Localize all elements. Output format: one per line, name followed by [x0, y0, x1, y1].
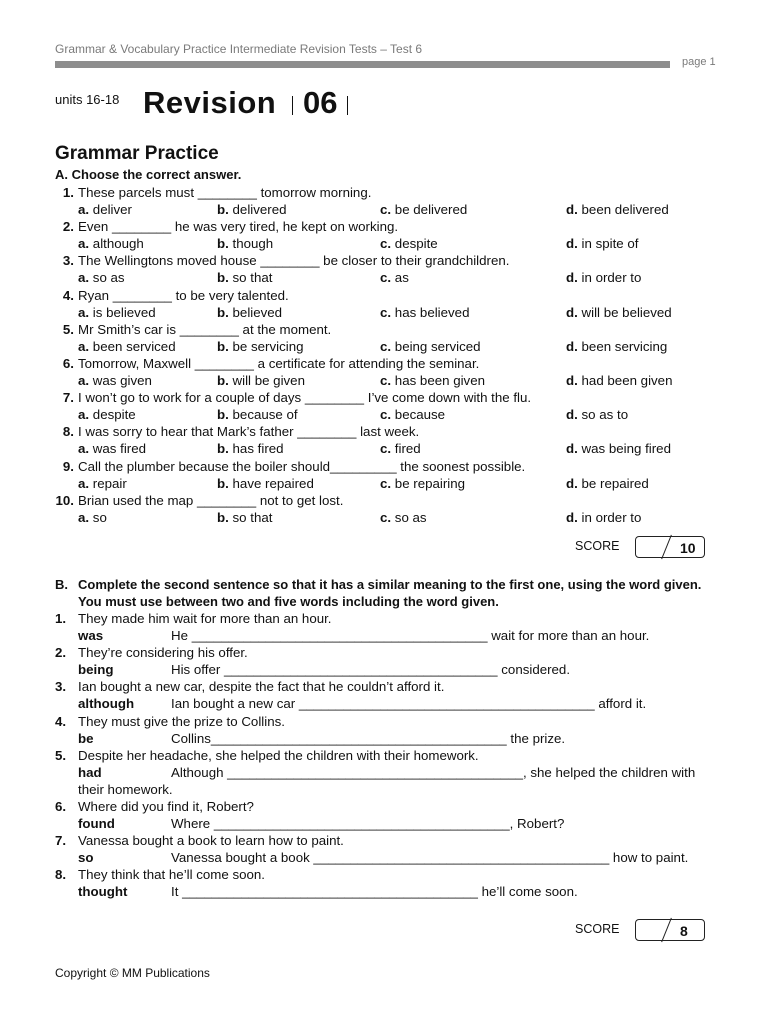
option-letter: c. — [380, 338, 392, 354]
item-sentence: Despite her headache, she helped the children with their homework. — [78, 747, 479, 763]
answer-option[interactable] — [217, 372, 305, 389]
item-sentence: They think that he’ll come soon. — [78, 867, 265, 883]
option-text: being serviced — [394, 338, 481, 354]
key-word: so — [78, 850, 94, 865]
answer-option[interactable] — [380, 235, 438, 252]
option-letter: a. — [78, 373, 90, 388]
answer-option[interactable] — [566, 269, 641, 286]
option-letter: a. — [78, 509, 90, 525]
option-letter: a. — [78, 202, 90, 217]
answer-option[interactable] — [380, 406, 445, 423]
answer-option[interactable] — [217, 406, 298, 423]
question-number: 5. — [62, 321, 74, 337]
option-letter: b. — [217, 509, 229, 525]
answer-option[interactable] — [217, 509, 272, 526]
section-b-label: B. — [55, 577, 68, 592]
question-number: 2. — [62, 219, 74, 235]
answer-option[interactable] — [566, 406, 628, 423]
option-text: in spite of — [581, 236, 639, 252]
answer-option[interactable] — [217, 235, 273, 252]
answer-option[interactable] — [78, 440, 146, 457]
option-text: so that — [232, 509, 273, 525]
option-text: was given — [92, 373, 152, 388]
item-number: 4. — [55, 713, 67, 729]
item-sentence: Where did you find it, Robert? — [78, 798, 254, 814]
answer-option[interactable] — [566, 201, 669, 218]
score-label-b: SCORE — [575, 922, 620, 936]
option-letter: b. — [217, 304, 229, 320]
option-text: is believed — [92, 304, 156, 320]
answer-option[interactable] — [566, 304, 672, 321]
revision-number: 06 — [303, 85, 338, 120]
key-word: found — [78, 815, 115, 831]
item-number: 6. — [55, 798, 67, 814]
option-text: because — [394, 407, 446, 423]
option-letter: a. — [78, 236, 90, 252]
option-text: in order to — [581, 509, 642, 525]
answer-option[interactable] — [566, 509, 641, 526]
item-sentence: They must give the prize to Collins. — [78, 713, 285, 729]
answer-option[interactable] — [78, 509, 107, 526]
option-letter: b. — [217, 236, 229, 252]
rewrite-line: Where ________________________________________, Robert? — [171, 815, 565, 831]
option-text: because of — [232, 407, 298, 423]
option-text: delivered — [232, 202, 287, 217]
question-text: Tomorrow, Maxwell ________ a certificate for attending the seminar. — [78, 356, 480, 371]
answer-option[interactable] — [380, 269, 409, 286]
item-number: 7. — [55, 833, 67, 848]
question-number: 8. — [62, 424, 74, 440]
option-text: will be believed — [581, 304, 672, 320]
key-word: had — [78, 764, 102, 780]
running-header: Grammar & Vocabulary Practice Intermediate Revision Tests – Test 6 — [55, 42, 423, 56]
rewrite-line: Collins________________________________________ the prize. — [171, 730, 566, 746]
question-text: Brian used the map ________ not to get lost. — [78, 492, 344, 508]
rewrite-line: Although ________________________________________, she helped the children with — [171, 764, 696, 780]
option-letter: c. — [380, 304, 392, 320]
option-letter: b. — [217, 407, 229, 423]
answer-option[interactable] — [78, 475, 127, 492]
units-label: units 16-18 — [55, 92, 120, 107]
item-sentence: They made him wait for more than an hour. — [78, 611, 332, 626]
score-value-a: 10 — [680, 540, 696, 556]
answer-option[interactable] — [217, 304, 282, 321]
option-letter: d. — [566, 373, 578, 388]
item-sentence: Ian bought a new car, despite the fact that he couldn’t afford it. — [78, 679, 445, 695]
answer-option[interactable] — [217, 201, 287, 218]
item-number: 5. — [55, 747, 67, 763]
option-letter: d. — [566, 441, 578, 457]
option-text: so as — [394, 509, 427, 525]
option-text: has been given — [394, 373, 485, 388]
option-letter: c. — [380, 441, 392, 457]
option-text: has believed — [394, 304, 470, 320]
answer-option[interactable] — [78, 406, 136, 423]
answer-option[interactable] — [217, 475, 314, 492]
option-text: believed — [232, 304, 283, 320]
rewrite-line-continued: their homework. — [78, 781, 173, 797]
answer-option[interactable] — [78, 338, 176, 355]
option-letter: b. — [217, 338, 229, 354]
option-text: will be given — [232, 373, 305, 388]
question-text: The Wellingtons moved house ________ be closer to their grandchildren. — [78, 253, 510, 269]
option-letter: a. — [78, 475, 90, 491]
item-number: 3. — [55, 679, 67, 695]
option-letter: d. — [566, 202, 578, 217]
option-text: deliver — [92, 202, 132, 217]
rewrite-line: It ________________________________________ he’ll come soon. — [171, 884, 578, 900]
option-text: been servicing — [581, 338, 668, 354]
answer-option[interactable] — [380, 201, 467, 218]
option-text: had been given — [581, 373, 673, 388]
key-word: thought — [78, 884, 128, 900]
question-text: These parcels must ________ tomorrow morning. — [78, 185, 372, 200]
option-letter: d. — [566, 236, 578, 252]
option-letter: b. — [217, 475, 229, 491]
option-text: in order to — [581, 270, 642, 286]
title-divider-end — [347, 96, 348, 115]
item-number: 2. — [55, 645, 67, 661]
title-divider — [292, 96, 293, 115]
option-letter: b. — [217, 441, 229, 457]
question-number: 1. — [62, 185, 74, 200]
option-text: be repaired — [581, 475, 649, 491]
answer-option[interactable] — [380, 304, 469, 321]
answer-option[interactable] — [566, 235, 638, 252]
option-text: be delivered — [394, 202, 468, 217]
option-text: so as to — [581, 407, 629, 423]
question-text: Even ________ he was very tired, he kept on working. — [78, 219, 399, 235]
header-rule — [55, 61, 670, 68]
option-text: repair — [92, 475, 127, 491]
section-heading: Grammar Practice — [55, 143, 219, 164]
answer-option[interactable] — [380, 509, 427, 526]
answer-option[interactable] — [78, 235, 144, 252]
question-text: Mr Smith’s car is ________ at the moment. — [78, 321, 332, 337]
option-letter: b. — [217, 373, 229, 388]
question-text: Call the plumber because the boiler should_________ the soonest possible. — [78, 458, 526, 474]
answer-option[interactable] — [380, 440, 421, 457]
option-text: was fired — [92, 441, 147, 457]
section-b-text: Complete the second sentence so that it has a similar meaning to the first one, using the word given. You must use between two and five words including the word given. — [78, 577, 702, 609]
answer-option[interactable] — [566, 475, 649, 492]
question-text: Ryan ________ to be very talented. — [78, 287, 289, 303]
section-a-instruction: A. Choose the correct answer. — [55, 167, 242, 182]
option-text: so as — [92, 270, 125, 286]
question-number: 7. — [62, 390, 74, 406]
option-letter: c. — [380, 407, 392, 423]
answer-option[interactable] — [78, 304, 156, 321]
score-value-b: 8 — [680, 923, 688, 939]
item-sentence: Vanessa bought a book to learn how to paint. — [78, 833, 344, 848]
option-text: was being fired — [581, 441, 671, 457]
option-letter: d. — [566, 407, 578, 423]
page-number: page 1 — [682, 56, 716, 68]
question-number: 9. — [62, 458, 74, 474]
option-letter: c. — [380, 202, 392, 217]
option-text: fired — [394, 441, 421, 457]
option-text: although — [92, 236, 144, 252]
answer-option[interactable] — [380, 372, 485, 389]
option-letter: b. — [217, 270, 229, 286]
option-text: so — [92, 509, 107, 525]
option-letter: c. — [380, 236, 392, 252]
option-text: despite — [92, 407, 136, 423]
answer-option[interactable] — [217, 269, 272, 286]
option-letter: c. — [380, 373, 392, 388]
option-letter: a. — [78, 304, 90, 320]
rewrite-line: Ian bought a new car ________________________________________ afford it. — [171, 696, 647, 712]
option-text: be servicing — [232, 338, 304, 354]
key-word: although — [78, 696, 135, 712]
question-number: 10. — [55, 492, 74, 508]
question-number: 3. — [62, 253, 74, 269]
option-text: though — [232, 236, 274, 252]
option-letter: c. — [380, 270, 392, 286]
answer-option[interactable] — [217, 338, 303, 355]
question-text: I was sorry to hear that Mark’s father ________ last week. — [78, 424, 420, 440]
key-word: was — [78, 628, 104, 643]
revision-title: Revision — [143, 85, 277, 120]
option-text: been serviced — [92, 338, 176, 354]
option-letter: d. — [566, 338, 578, 354]
answer-option[interactable] — [566, 440, 671, 457]
answer-option[interactable] — [78, 372, 152, 389]
question-text: I won’t go to work for a couple of days ________ I’ve come down with the flu. — [78, 390, 532, 406]
score-label-a: SCORE — [575, 539, 620, 553]
answer-option[interactable] — [78, 201, 132, 218]
key-word: being — [78, 662, 114, 678]
option-text: despite — [394, 236, 438, 252]
answer-option[interactable] — [566, 372, 672, 389]
option-letter: d. — [566, 304, 578, 320]
option-text: been delivered — [581, 202, 669, 217]
rewrite-line: He ________________________________________ wait for more than an hour. — [171, 628, 650, 643]
option-letter: d. — [566, 270, 578, 286]
item-number: 1. — [55, 611, 67, 626]
option-text: have repaired — [232, 475, 314, 491]
option-letter: a. — [78, 270, 90, 286]
option-letter: c. — [380, 509, 392, 525]
answer-option[interactable] — [380, 338, 481, 355]
answer-option[interactable] — [78, 269, 125, 286]
option-text: has fired — [232, 441, 284, 457]
option-letter: a. — [78, 441, 90, 457]
option-letter: a. — [78, 407, 90, 423]
key-word: be — [78, 730, 94, 746]
option-letter: b. — [217, 202, 229, 217]
score-box-a — [635, 536, 705, 558]
option-text: as — [394, 270, 409, 286]
question-number: 4. — [62, 287, 74, 303]
answer-option[interactable] — [217, 440, 284, 457]
rewrite-line: His offer _____________________________________ considered. — [171, 662, 571, 678]
question-number: 6. — [62, 356, 74, 371]
option-text: be repairing — [394, 475, 466, 491]
score-box-b — [635, 919, 705, 941]
answer-option[interactable] — [566, 338, 667, 355]
rewrite-line: Vanessa bought a book ________________________________________ how to paint. — [171, 850, 689, 865]
option-letter: d. — [566, 475, 578, 491]
option-letter: c. — [380, 475, 392, 491]
answer-option[interactable] — [380, 475, 465, 492]
copyright: Copyright © MM Publications — [55, 966, 210, 980]
item-sentence: They’re considering his offer. — [78, 645, 248, 661]
option-text: so that — [232, 270, 273, 286]
item-number: 8. — [55, 867, 67, 883]
option-letter: a. — [78, 338, 90, 354]
option-letter: d. — [566, 509, 578, 525]
